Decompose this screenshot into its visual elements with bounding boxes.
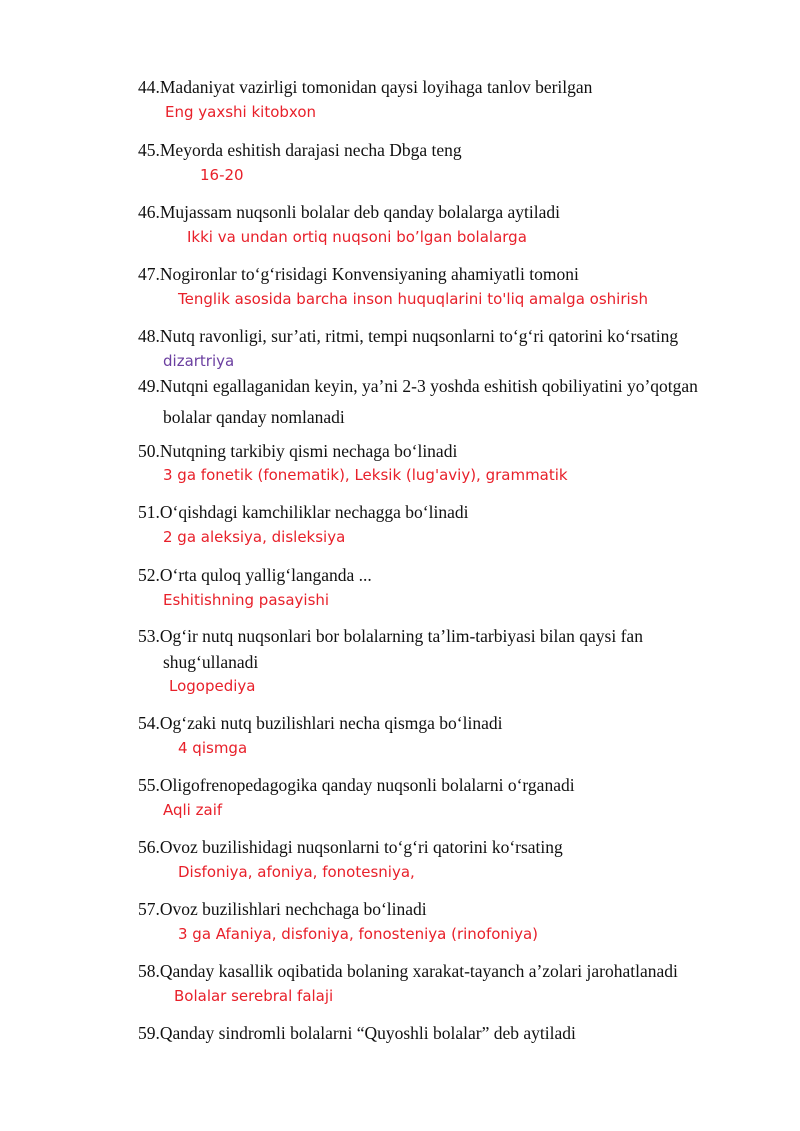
question-57 [138, 898, 427, 920]
question-number: 57. [138, 899, 160, 919]
question-49-continuation: bolalar qanday nomlanadi [163, 407, 345, 427]
question-number: 51. [138, 502, 160, 522]
question-48 [138, 325, 678, 347]
answer-44: Eng yaxshi kitobxon [165, 103, 317, 121]
question-text: Qanday sindromli bolalarni “Quyoshli bolalar” deb aytiladi [159, 1023, 576, 1043]
question-text: Madaniyat vazirligi tomonidan qaysi loyihaga tanlov berilgan [159, 77, 593, 97]
question-54 [138, 712, 503, 734]
question-number: 49. [138, 376, 160, 396]
question-56 [138, 836, 563, 858]
question-49 [138, 375, 698, 397]
question-52 [138, 564, 372, 586]
question-number: 53. [138, 626, 160, 646]
question-text: O‘qishdagi kamchiliklar nechagga bo‘linadi [159, 502, 469, 522]
answer-55: Aqli zaif [163, 801, 223, 819]
question-53 [138, 625, 643, 647]
question-46 [138, 201, 560, 223]
question-text: Og‘ir nutq nuqsonlari bor bolalarning ta’lim-tarbiyasi bilan qaysi fan [159, 626, 643, 646]
question-number: 48. [138, 326, 160, 346]
answer-58: Bolalar serebral falaji [174, 987, 334, 1005]
answer-51: 2 ga aleksiya, disleksiya [163, 528, 346, 546]
question-59 [138, 1022, 576, 1044]
question-51 [138, 501, 468, 523]
question-44 [138, 76, 592, 98]
question-text: Nutqni egallaganidan keyin, ya’ni 2-3 yoshda eshitish qobiliyatini yo’qotgan [159, 376, 698, 396]
question-number: 56. [138, 837, 160, 857]
answer-45: 16-20 [200, 166, 244, 184]
answer-53: Logopediya [169, 677, 256, 695]
question-58 [138, 960, 678, 982]
question-number: 46. [138, 202, 160, 222]
question-number: 55. [138, 775, 160, 795]
answer-47: Tenglik asosida barcha inson huquqlarini to'liq amalga oshirish [178, 290, 648, 308]
question-number: 47. [138, 264, 160, 284]
question-text: Mujassam nuqsonli bolalar deb qanday bolalarga aytiladi [159, 202, 561, 222]
question-text: Qanday kasallik oqibatida bolaning xarakat-tayanch a’zolari jarohatlanadi [159, 961, 678, 981]
question-53-continuation: shug‘ullanadi [163, 652, 259, 672]
question-50 [138, 440, 457, 462]
answer-46: Ikki va undan ortiq nuqsoni bo’lgan bolalarga [187, 228, 527, 246]
question-text: Og‘zaki nutq buzilishlari necha qismga bo‘linadi [159, 713, 503, 733]
answer-56: Disfoniya, afoniya, fonotesniya, [178, 863, 415, 881]
answer-48: dizartriya [163, 352, 235, 370]
question-number: 54. [138, 713, 160, 733]
question-number: 50. [138, 441, 160, 461]
answer-57: 3 ga Afaniya, disfoniya, fonosteniya (rinofoniya) [178, 925, 539, 943]
question-number: 59. [138, 1023, 160, 1043]
question-47 [138, 263, 579, 285]
question-text: Oligofrenopedagogika qanday nuqsonli bolalarni o‘rganadi [159, 775, 575, 795]
question-number: 58. [138, 961, 160, 981]
question-number: 52. [138, 565, 160, 585]
question-text: Meyorda eshitish darajasi necha Dbga teng [159, 140, 462, 160]
question-45 [138, 139, 462, 161]
answer-50: 3 ga fonetik (fonematik), Leksik (lug'aviy), grammatik [163, 466, 568, 484]
question-text: Ovoz buzilishidagi nuqsonlarni to‘g‘ri qatorini ko‘rsating [159, 837, 563, 857]
question-text: Nutqning tarkibiy qismi nechaga bo‘linadi [159, 441, 458, 461]
question-text: O‘rta quloq yallig‘langanda ... [159, 565, 372, 585]
question-number: 44. [138, 77, 160, 97]
question-text: Ovoz buzilishlari nechchaga bo‘linadi [159, 899, 427, 919]
answer-52: Eshitishning pasayishi [163, 591, 330, 609]
question-55 [138, 774, 575, 796]
question-text: Nutq ravonligi, sur’ati, ritmi, tempi nuqsonlarni to‘g‘ri qatorini ko‘rsating [159, 326, 679, 346]
answer-54: 4 qismga [178, 739, 248, 757]
question-number: 45. [138, 140, 160, 160]
question-text: Nogironlar to‘g‘risidagi Konvensiyaning ahamiyatli tomoni [159, 264, 579, 284]
